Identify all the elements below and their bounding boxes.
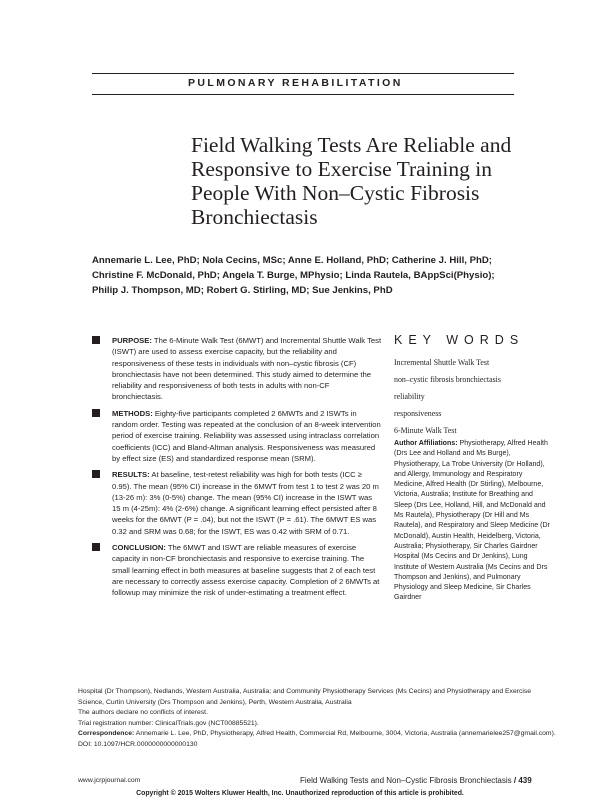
title-line: Bronchiectasis [191,205,318,229]
abstract-results [92,469,382,537]
abstract [92,335,382,604]
abstract-text: The 6-Minute Walk Test (6MWT) and Incremental Shuttle Walk Test (ISWT) are used to assess exercise capacity, but the reliability and responsiveness of these tests in individuals with non–cystic fibrosis (CF) bronchiectasis have not been determined. This study aimed to determine the reliability and responsiveness of both tests in adults with non-CF bronchiectasis. [112,336,382,402]
affiliation-continuation: Hospital (Dr Thompson), Nedlands, Western Australia, Australia; and Community Physiotherapy Services (Ms Cecins) and Physiotherapy and Exercise Science, Curtin University (Drs Thompson and Jenkins), Perth, Western Australia, Australia [78,688,532,706]
correspondence-text: Annemarie L. Lee, PhD, Physiotherapy, Alfred Health, Commercial Rd, Melbourne, 3004, Victoria, Australia (annemarielee257@gmail.com). [134,730,556,737]
conflict-statement: The authors declare no conflicts of interest. [78,709,208,716]
abstract-label: CONCLUSION: [112,543,166,553]
keyword-item: responsiveness [394,409,442,418]
abstract-text: Eighty-five participants completed 2 6MWTs and 2 ISWTs in random order. Testing was repeated at the conclusion of an 8-week intervention period of exercise training. Reliability was assessed using intraclass correlation coefficients (ICC) and Bland-Altman analysis. Responsiveness was measured by effect size (ES) and standardized response mean (SRM). [112,408,381,463]
section-label: PULMONARY REHABILITATION [188,77,403,89]
affiliations-text: Physiotherapy, Alfred Health (Drs Lee and Holland and Ms Burge), Physiotherapy, La Trobe University (Dr Holland), and Allergy, Immunology and Respiratory Medicine, Alfred Health (Dr Stirling), Melbourne, Victoria, Australia; Institute for Breathing and Sleep (Drs Lee, Holland, Hill, and McDonald and Ms Rautela), Physiotherapy (Dr Hill and Ms Rautela), and Respiratory and Sleep Medicine (Dr McDonald), Austin Health, Heidelberg, Victoria, Australia; Physiotherapy, Sir Charles Gairdner Hospital (Ms Cecins and Dr Jenkins), Lung Institute of Western Australia (Ms Cecins and Drs Thompson and Jenkins), and Pulmonary Physiology and Sleep Medicine, Sir Charles Gairdner [394,440,550,602]
affiliations-label: Author Affiliations: [394,440,458,447]
correspondence-label: Correspondence: [78,730,135,737]
header-bottom-rule [92,94,514,95]
keyword-item: 6-Minute Walk Test [394,426,457,435]
title-line: Field Walking Tests Are Reliable and [191,133,512,157]
abstract-text: At baseline, test-retest reliability was high for both tests (ICC ≥ 0.95). The mean (95% CI) increase in the 6MWT from test 1 to test 2 was 20 m (13-26 m): 3% (0-5%) change. The mean (95% CI) increase in the ISWT was 15 m (4-25m): 4% (2-6%) change. A significant learning effect persisted after 8 weeks for the 6MWT (P = .04), but not the ISWT (P = .61). The 6MWT ES was 0.32 and SRM was 0.68; for the ISWT, ES was 0.42 with SRM of 0.71. [112,470,379,536]
author-affiliations [394,439,550,604]
abstract-conclusion [92,542,382,598]
title-line: People With Non–Cystic Fibrosis [191,181,480,205]
abstract-purpose [92,335,382,403]
keywords-heading: KEY WORDS [394,333,525,347]
bullet-square-icon [92,543,100,551]
author-line: Philip J. Thompson, MD; Robert G. Stirling, MD; Sue Jenkins, PhD [92,285,393,296]
bullet-square-icon [92,409,100,417]
header-top-rule [92,73,514,74]
page-number: / 439 [513,776,532,785]
keyword-item: non–cystic fibrosis bronchiectasis [394,375,501,384]
author-line: Annemarie L. Lee, PhD; Nola Cecins, MSc; Anne E. Holland, PhD; Catherine J. Hill, PhD; [92,255,492,266]
doi: DOI: 10.1097/HCR.0000000000000130 [78,740,198,748]
keywords-list [394,354,544,439]
abstract-label: RESULTS: [112,470,150,480]
article-title [191,133,551,229]
running-head-title: Field Walking Tests and Non–Cystic Fibrosis Bronchiectasis [300,776,512,785]
copyright-notice: Copyright © 2015 Wolters Kluwer Health, Inc. Unauthorized reproduction of this article is prohibited. [136,790,464,797]
bullet-square-icon [92,336,100,344]
footnotes [78,687,558,750]
trial-registration: Trial registration number: ClinicalTrials.gov (NCT00885521). [78,719,259,727]
author-list [92,253,522,298]
keyword-item: Incremental Shuttle Walk Test [394,358,490,367]
abstract-text: The 6MWT and ISWT are reliable measures of exercise capacity in non-CF bronchiectasis and responsive to exercise training. The small learning effect in both measures at baseline suggests that 2 of each test are necessary to correctly assess exercise capacity. Completion of 2 6MWTs at followup may minimize the risk of under-estimating a treatment effect. [112,543,380,598]
keyword-item: reliability [394,392,425,401]
journal-url[interactable]: www.jcrpjournal.com [78,777,141,784]
correspondence [78,729,558,740]
abstract-label: PURPOSE: [112,336,152,345]
running-head [300,776,532,785]
author-line: Christine F. McDonald, PhD; Angela T. Burge, MPhysio; Linda Rautela, BAppSci(Physio); [92,270,495,281]
abstract-methods [92,408,382,464]
bullet-square-icon [92,470,100,478]
title-line: Responsive to Exercise Training in [191,157,492,181]
abstract-label: METHODS: [112,408,153,418]
